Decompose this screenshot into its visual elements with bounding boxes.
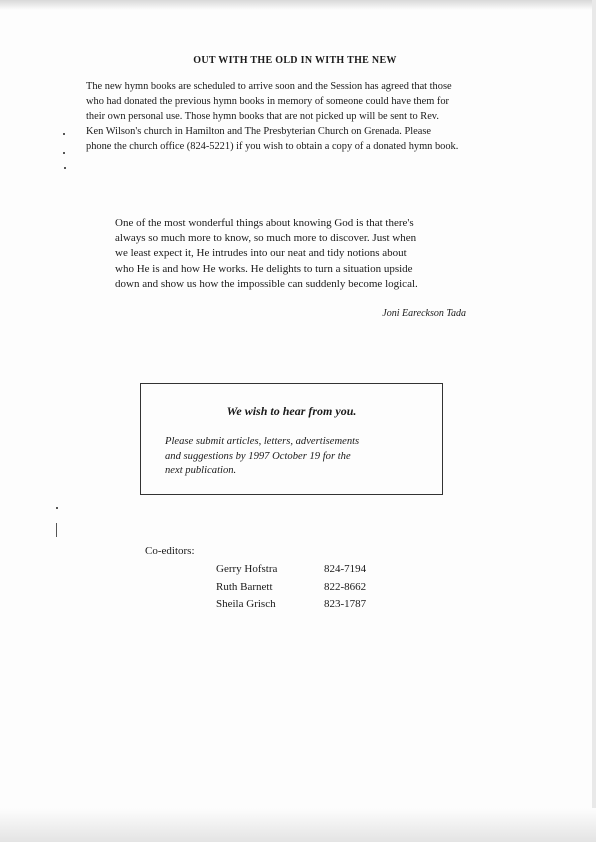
coeditors-label: Co-editors: [145,545,195,557]
quote-line: we least expect it, He intrudes into our neat and tidy notions about [115,247,407,260]
coeditor-phone: 824-7194 [324,563,367,575]
coeditor-name: Gerry Hofstra [216,563,278,575]
coeditor-name: Ruth Barnett [216,580,273,593]
scan-speck [63,133,65,135]
scan-edge-right [592,0,596,842]
scan-speck [64,167,66,169]
quote-line: always so much more to know, so much more to discover. Just when [115,232,417,245]
scan-speck [63,152,65,154]
quote-text [115,216,477,292]
scan-speck [56,507,58,509]
coeditor-row [216,579,366,597]
scan-edge-bottom [0,808,596,842]
quote-line: One of the most wonderful things about knowing God is that there's [115,217,414,229]
article-paragraph [86,79,516,154]
article-line: phone the church office (824-5221) if you wish to obtain a copy of a donated hymn book. [86,141,459,152]
notice-heading: We wish to hear from you. [226,404,357,418]
quote-author: Joni Eareckson Tada [382,308,466,319]
article-line: Ken Wilson's church in Hamilton and The Presbyterian Church on Grenada. Please [86,126,432,137]
coeditors-list [216,561,366,614]
coeditor-name: Sheila Grisch [216,598,276,610]
article-line: The new hymn books are scheduled to arrive soon and the Session has agreed that those [86,81,452,92]
coeditor-row [216,596,366,614]
notice-body [165,435,435,479]
article-line: who had donated the previous hymn books in memory of someone could have them for [86,96,450,107]
notice-line: next publication. [165,465,237,477]
coeditor-row [216,561,366,579]
article-line: their own personal use. Those hymn books that are not picked up will be sent to Rev. [86,111,439,122]
quote-line: who He is and how He works. He delights to turn a situation upside [115,262,413,275]
scan-edge-top [0,0,596,10]
notice-line: and suggestions by 1997 October 19 for the [165,450,351,462]
scan-mark [56,523,57,537]
quote-line: down and show us how the impossible can suddenly become logical. [115,277,418,290]
coeditor-phone: 823-1787 [324,598,367,610]
notice-line: Please submit articles, letters, advertisements [165,436,360,447]
article-title: OUT WITH THE OLD IN WITH THE NEW [193,55,397,66]
submission-notice-box [140,383,443,495]
coeditor-phone: 822-8662 [324,580,367,593]
